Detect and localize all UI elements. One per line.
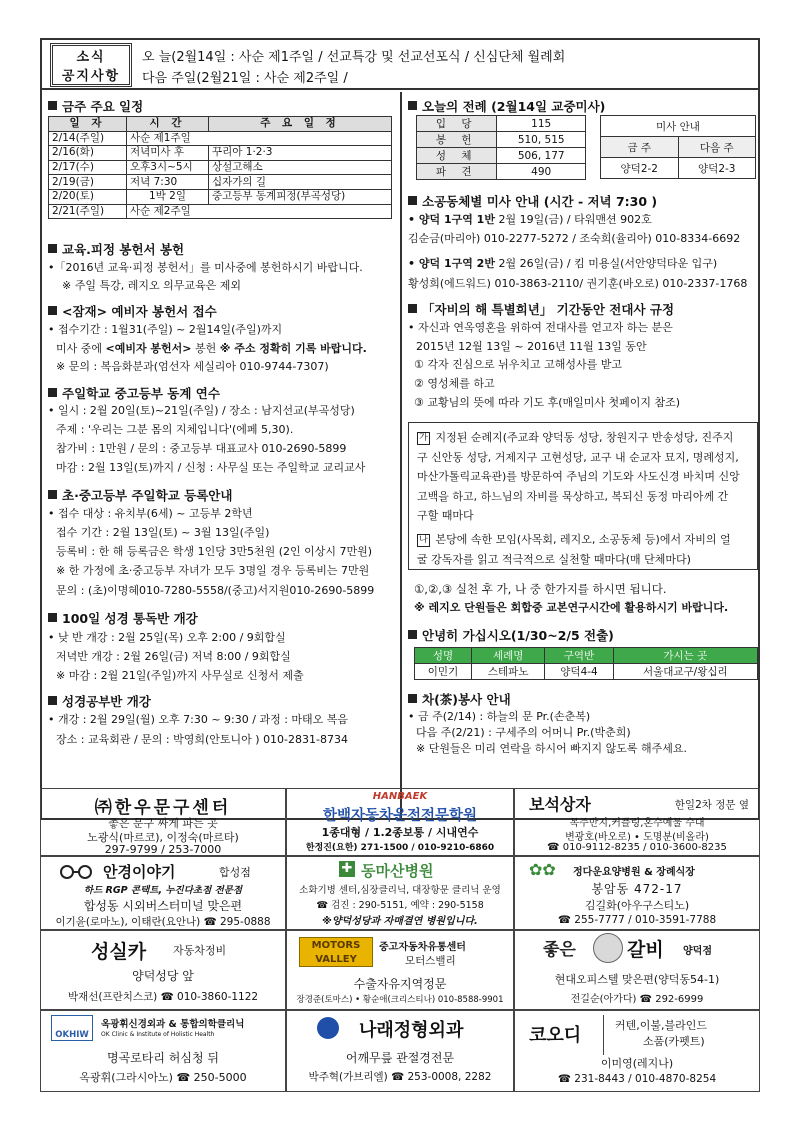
letter-ga-icon: 가 [417,432,430,445]
sunday-school-line: 주제 : '우리는 그분 몸의 지체입니다'(에페 5,30). [56,423,294,436]
ad-phone: 옥광휘(그라시아노) ☎ 250-5000 [79,1071,247,1084]
column-divider [400,92,402,820]
offering-title: 교육.피정 봉헌서 봉헌 [48,240,184,258]
mass-value: 양덕2-2 [601,158,679,179]
ad-sub: 모터스밸리 [405,955,456,967]
ad-jeongdaun [514,856,760,930]
table-row: 2/21(주일) 사순 제2주일 [49,204,392,219]
table-row: 성 체 506, 177 [417,148,586,164]
ad-phone: ☎ 231-8443 / 010-4870-8254 [557,1073,717,1085]
bible-study-title: 성경공부반 개강 [48,692,151,710]
ad-phone: ☎ 255-7777 / 010-3591-7788 [557,914,717,926]
ad-slogan: 좋은 문구 싸게 파는 곳 [108,817,218,830]
table-row: 입 당 115 [417,116,586,132]
table-row: 봉 헌 510, 515 [417,132,586,148]
ad-glasses [40,856,286,930]
registration-line: • 접수 대상 : 유치부(6세) ~ 고등부 2학년 [48,507,253,520]
offering-note: ※ 주일 특강, 레지오 의무교육은 제외 [62,279,241,292]
bullet-square-icon [48,101,57,110]
registration-title: 초·중고등부 주일학교 등록안내 [48,486,232,504]
bible100-line: ※ 마감 : 2월 21일(주일)까지 사무실로 신청서 제출 [56,669,304,682]
ad-items: 목주반지,커플링,혼수예물 수대 [569,818,705,829]
table-row: 파 견 490 [417,164,586,180]
community-b1: • 양덕 1구역 2반 2월 26일(금) / 킴 미용실(서안양덕타운 입구) [408,257,718,270]
bible100-line: • 낮 반 개강 : 2월 25일(목) 오후 2:00 / 9회합실 [48,631,286,644]
ad-phone: ☎ 010-9112-8235 / 010-3600-8235 [547,842,727,853]
notice-badge-line1: 소식 [76,50,106,65]
bullet-square-icon [48,490,57,499]
ad-hanwoo [40,788,286,856]
flower-logo-icon: ✿✿ [529,860,556,879]
ad-name: 나래정형외과 [359,1020,464,1041]
mass-header: 금 주 [601,137,679,158]
community-a2: 김순금(마리아) 010-2277-5272 / 조숙희(율리아) 010-8334-6692 [408,232,741,245]
ad-phone: 한정진(요한) 271-1500 / 010-9210-6860 [305,843,495,853]
sunday-school-line: 참가비 : 1만원 / 문의 : 중고등부 대표교사 010-2690-5899 [56,442,347,455]
tea-title: 차(茶)봉사 안내 [408,690,511,708]
community-b2: 황성희(에드워드) 010-3863-2110/ 권기훈(바오로) 010-2337-1768 [408,277,748,290]
narae-logo-icon [317,1017,339,1039]
transfer-header: 세례명 [472,648,545,664]
mercy-line: ① 각자 진심으로 뉘우치고 고해성사를 받고 [414,358,622,371]
mass-value: 양덕2-3 [678,158,756,179]
transfer-header: 구역반 [545,648,613,664]
transfer-header: 성명 [415,648,472,664]
ad-location: 현대오피스텔 맞은편(양덕동54-1) [554,973,720,986]
bible100-line: 저녁반 개강 : 2월 26일(금) 저녁 8:00 / 9회합실 [56,650,291,663]
ad-person: 김길화(아우구스티노) [584,899,690,912]
table-row: 이민기 스테파노 양덕4-4 서울대교구/왕십리 [415,664,758,680]
ad-tag: 하드 RGP 콘택트, 누진다초점 전문점 [83,885,243,896]
registration-line: 문의 : (초)이명혜010-7280-5558/(중고)서지원010-2690-5899 [56,584,375,597]
bullet-square-icon [408,196,417,205]
tea-line: • 금 주(2/14) : 하늘의 문 Pr.(손춘복) [408,710,591,723]
ad-name: 동마산병원 [361,862,434,880]
mercy-note: ①,②,③ 실천 후 가, 나 중 한가지를 하시면 됩니다. [414,582,667,596]
ad-logo: 좋은 [543,940,576,960]
okhiw-logo: OKHIW [51,1015,93,1041]
ad-name: 옥광휘신경외과 & 통합의학클리닉 [101,1019,245,1030]
ad-name: 정다운요양병원 & 장례식장 [573,867,695,878]
ad-sub: 자동차정비 [173,944,227,957]
notice-next: 다음 주일(2월21일 : 사순 제2주일 / [142,71,348,86]
mercy-box2: 나 본당에 속한 모임(사목회, 레지오, 소공동체 등)에서 자비의 얼 굴 강독자를 읽고 적극적으로 실천할 때마다(매 단체마다) [417,532,731,566]
ad-branch: 합성점 [219,866,251,879]
ad-divider [603,1015,604,1055]
ad-koodi [514,1010,760,1092]
jamjae-contact: ※ 문의 : 복음화분과(엄선자 세실리아 010-9744-7307) [56,360,329,373]
ad-name: 코오디 [529,1025,582,1046]
sunday-school-line: 마감 : 2월 13일(토)까지 / 신청 : 사무실 또는 주일학교 교리교사 [56,461,366,474]
ad-phone: 박주혁(가브리엘) ☎ 253-0008, 2282 [308,1071,492,1083]
ad-name: 성실카 [91,941,147,963]
ad-phone: 전길순(아가다) ☎ 292-6999 [570,994,704,1005]
schedule-table [48,116,392,219]
table-row: 2/14(주일) 사순 제1주일 [49,131,392,146]
cook-face-icon [593,933,623,963]
mercy-title: 「자비의 해 특별희년」 기간동안 전대사 규정 [408,300,674,318]
ad-sub: OK Clinic & Institute of Holistic Health [101,1031,215,1038]
bullet-square-icon [408,694,417,703]
ad-motorsvalley [286,930,514,1010]
ad-hanbaek [286,788,514,856]
bullet-square-icon [408,304,417,313]
ad-people: 노광식(마르코), 이정숙(마르타) [87,831,239,844]
ad-name: 한백자동차운전전문학원 [322,808,478,824]
bible100-title: 100일 성경 통독반 개강 [48,609,198,627]
ad-name: 갈비 [627,939,664,961]
table-row: 2/20(토) 1박 2일 중고등부 동계피정(부곡성당) [49,189,392,204]
ad-phone: 이기윤(로마노), 이태란(요안나) ☎ 295-0888 [55,916,271,928]
bullet-square-icon [408,101,417,110]
table-row: 2/17(수) 오후3시~5시 상설고해소 [49,160,392,175]
community-a1: • 양덕 1구역 1반 2월 19일(금) / 타워맨션 902호 [408,213,652,226]
registration-line: 등록비 : 한 해 등록금은 학생 1인당 3만5천원 (2인 이상시 7만원) [56,545,373,558]
motors-valley-logo: MOTORS VALLEY [299,937,373,967]
notice-bar [42,40,758,90]
ad-location: 명곡로타리 허심청 뒤 [107,1051,219,1065]
schedule-header-row [49,117,392,132]
ad-line: 소화기병 센터,심장클리닉, 대장항문 클리닉 운영 [299,885,501,896]
ad-phone: 박재선(프란치스코) ☎ 010-3860-1122 [67,991,259,1003]
mercy-line: ③ 교황님의 뜻에 따라 기도 후(매일미사 첫페이지 참조) [414,396,681,409]
transfer-header: 가시는 곳 [613,648,757,664]
schedule-header: 시 간 [127,117,209,132]
notice-badge [50,43,132,87]
ad-location: 한일2차 정문 옆 [674,799,749,811]
ad-name: 안경이야기 [103,863,176,881]
ad-address: 봉암동 472-17 [591,882,683,896]
liturgy-hymn-table [416,115,586,180]
bullet-square-icon [408,630,417,639]
ad-phone: 장경준(토마스) • 황순애(크리스티나) 010-8588-9901 [296,995,504,1005]
ad-name: 보석상자 [529,795,591,814]
jamjae-line: • 접수기간 : 1월31(주일) ~ 2월14일(주일)까지 [48,323,283,336]
bullet-square-icon [48,244,57,253]
jamjae-line2: 미사 중에 <예비자 봉헌서> 봉헌 ※ 주소 정확히 기록 바랍니다. [56,342,367,355]
bible-study-line: • 개강 : 2월 29일(월) 오후 7:30 ~ 9:30 / 과정 : 마태오 복음 [48,713,349,726]
ad-line: ※양덕성당과 자매결연 병원입니다. [322,916,478,927]
ad-location: 양덕성당 앞 [132,969,194,983]
jamjae-title: <잠재> 예비자 봉헌서 접수 [48,302,217,320]
tea-line: 다음 주(2/21) : 구세주의 어머니 Pr.(박춘희) [416,726,631,739]
ad-okclinic [40,1010,286,1092]
mercy-conditions-box [408,422,758,570]
ad-name: ㈜한우문구센터 [94,798,232,818]
tea-line: ※ 단원들은 미리 연락을 하시어 빠지지 않도록 해주세요. [416,742,687,755]
bullet-square-icon [48,613,57,622]
sunday-school-title: 주일학교 중고등부 동계 연수 [48,384,220,402]
ad-name: 중고자동차유통센터 [379,942,466,953]
ad-sub: 1종대형 / 1.2종보통 / 시내연수 [321,826,479,839]
glasses-icon [59,865,93,879]
ad-location: 합성동 시외버스터미널 맞은편 [83,899,243,913]
mass-guide-table [600,115,756,179]
ad-phone: 297-9799 / 253-7000 [104,843,222,856]
mass-guide-title: 미사 안내 [601,116,756,137]
ad-jewelry [514,788,760,856]
ad-items: 커텐,이불,블라인드 [615,1019,708,1032]
peace-title: 안녕히 가십시오(1/30~2/5 전출) [408,626,614,644]
table-row: 2/19(금) 저녁 7:30 십자가의 길 [49,175,392,190]
offering-line: •「2016년 교육·피정 봉헌서」를 미사중에 봉헌하시기 바랍니다. [48,261,363,274]
ad-people: 변광호(바오로) • 도명분(비올라) [565,832,709,843]
bullet-square-icon [48,388,57,397]
mass-header: 다음 주 [678,137,756,158]
ad-narae [286,1010,514,1092]
notice-today: 오 늘(2월14일 : 사순 제1주일 / 선교특강 및 선교선포식 / 신심단체 월례회 [142,50,566,65]
registration-line: 접수 기간 : 2월 13일(토) ~ 3월 13일(주일) [56,526,270,539]
letter-na-icon: 나 [417,534,430,547]
ad-person: 이미영(레지나) [600,1057,674,1070]
bullet-square-icon [48,306,57,315]
bullet-square-icon [48,696,57,705]
schedule-title: 금주 주요 일정 [48,97,143,115]
ad-phone: ☎ 검진 : 290-5151, 예약 : 290-5158 [316,900,484,911]
community-title: 소공동체별 미사 안내 (시간 - 저녁 7:30 ) [408,192,657,210]
ad-detail: 수출자유지역정문 [353,977,447,991]
bible-study-line: 장소 : 교육회관 / 문의 : 박영희(안토니아 ) 010-2831-8734 [56,733,348,746]
ad-dongmasan [286,856,514,930]
ad-items: 소품(카펫트) [643,1035,705,1048]
ad-sub: 어깨무릎 관절경전문 [345,1051,455,1065]
mercy-box1: 가 지정된 순례지(주교좌 양덕동 성당, 창원지구 반송성당, 진주지 구 신안동 성당, 거제지구 고현성당, 교구 내 순교자 묘지, 명례성지, 마산가톨릭교육관)를 방문하여 주님의 기도와 사도신경 바치며 신앙 고백을 하고, 하느님의 자비를 묵상하고, 복되신 동정 마리아께 간 구할 때마다 [417,431,740,523]
registration-line: ※ 한 가정에 초·중고등부 자녀가 모두 3명일 경우 등록비는 7만원 [56,564,370,577]
ad-seongsilcar [40,930,286,1010]
liturgy-title: 오늘의 전례 (2월14일 교중미사) [408,97,605,115]
mercy-line: • 자신과 연옥영혼을 위하여 전대사를 얻고자 하는 분은 [408,321,673,334]
mercy-line: 2015년 12월 13일 ~ 2016년 11월 13일 동안 [416,340,647,353]
notice-badge-line2: 공지사항 [61,69,121,84]
transfer-table [414,647,758,680]
ad-branch: 양덕점 [683,946,712,957]
ad-brand: HANBAEK [372,791,428,802]
ad-galbi [514,930,760,1010]
sunday-school-line: • 일시 : 2월 20일(토)~21일(주일) / 장소 : 남지선교(부곡성당) [48,404,355,417]
table-row: 2/16(화) 저녁미사 후 꾸리아 1·2·3 [49,146,392,161]
schedule-header: 일 자 [49,117,127,132]
hospital-cross-icon: ✚ [339,861,355,877]
mercy-line: ② 영성체를 하고 [414,377,495,390]
schedule-header: 주 요 일 정 [209,117,392,132]
mercy-legio-note: ※ 레지오 단원들은 회합중 교본연구시간에 활용하시기 바랍니다. [414,601,729,614]
